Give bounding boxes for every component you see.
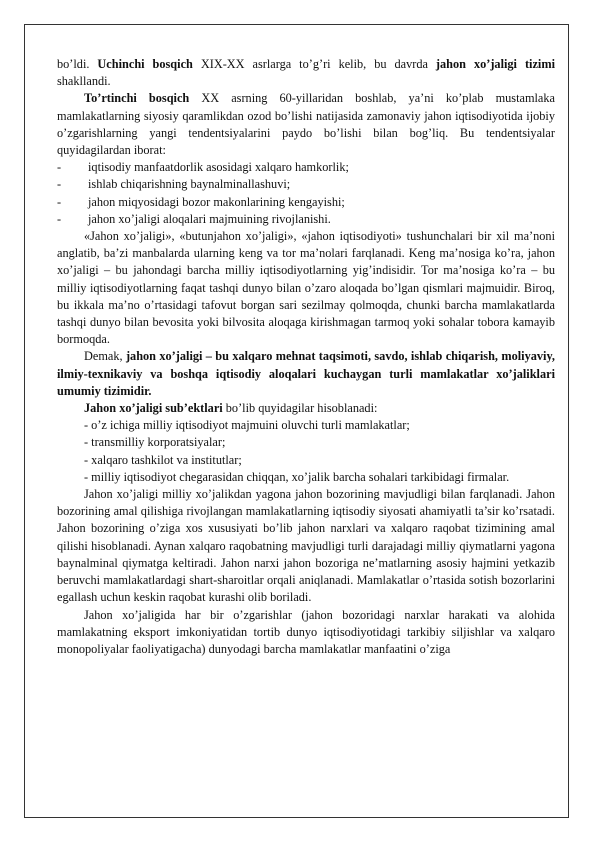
- paragraph-conclusion: [57, 348, 555, 400]
- list-item: - transmilliy korporatsiyalar;: [84, 435, 226, 450]
- list-item: [57, 159, 555, 176]
- text: bo’ldi.: [57, 57, 98, 71]
- bold-term: jahon xo’jaligi tizimi: [435, 57, 555, 71]
- list-dash: -: [57, 160, 62, 175]
- document-body: [57, 56, 555, 658]
- list-item: [57, 194, 555, 211]
- bold-term: Jahon xo’jaligi sub’ektlari: [84, 401, 223, 416]
- list-item: - milliy iqtisodiyot chegarasidan chiqqan, xo’jalik barcha sohalari tarkibidagi firmalar.: [84, 469, 510, 484]
- list-item-text: jahon miqyosidagi bozor makonlarining kengayishi;: [88, 194, 345, 209]
- text: XIX-XX asrlarga to’g’ri kelib, bu davrda: [192, 57, 436, 71]
- list-item: - o’z ichiga milliy iqtisodiyot majmuini oluvchi turli mamlakatlar;: [84, 418, 410, 433]
- paragraph-third-stage: [57, 56, 555, 90]
- list-dash: -: [57, 177, 62, 192]
- list-item-text: jahon xo’jaligi aloqalari majmuining rivojlanishi.: [88, 211, 331, 226]
- list-dash: -: [57, 194, 62, 209]
- list-item: - xalqaro tashkilot va institutlar;: [84, 452, 242, 467]
- list-item: [57, 176, 555, 193]
- list-item-text: ishlab chiqarishning baynalminallashuvi;: [88, 177, 291, 192]
- text: XX asrning 60-yillaridan boshlab, ya’ni ko’plab mustamlaka mamlakatlarning siyosiy qaramlikdan ozod bo’lishi natijasida zamonaviy jahon iqtisodiyotida ijobiy o’zgarishlarning yangi tendentsiyalarini paydo bo’lishi bilan bog’liq. Bu tendentsiyalar quyidagilardan iborat:: [57, 91, 555, 158]
- text: bo’lib quyidagilar hisoblanadi:: [222, 401, 378, 416]
- list-item: [57, 211, 555, 228]
- list-dash: -: [57, 211, 62, 226]
- text: shakllandi.: [57, 74, 111, 89]
- bold-term: Uchinchi bosqich: [97, 57, 193, 71]
- paragraph-fourth-stage: [57, 90, 555, 159]
- paragraph-changes: Jahon xo’jaligida har bir o’zgarishlar (jahon bozoridagi narxlar harakati va alohida mamlakatning eksport imkoniyatidan tortib dunyo iqtisodiyotidagi tarkibiy siljishlar va xalqaro monopoliyalar faoliyatigacha) dunyodagi barcha mamlakatlar manfaatini o’ziga: [57, 607, 555, 656]
- text: Demak,: [84, 349, 126, 364]
- bold-term: To’rtinchi bosqich: [84, 91, 190, 106]
- bold-definition: jahon xo’jaligi – bu xalqaro mehnat taqsimoti, savdo, ishlab chiqarish, moliyaviy, ilmiy-texnikaviy va boshqa iqtisodiy aloqalari kuchaygan turli mamlakatlar xo’jaliklari umumiy tizimidir.: [57, 349, 555, 398]
- paragraph-world-market: Jahon xo’jaligi milliy xo’jalikdan yagona jahon bozorining mavjudligi bilan farqlanadi. Jahon bozorining amal qilishiga rivojlangan mamlakatlarning iqtisodiy siyosati ahamiyatli ta’sir ko’rsatadi. Jahon bozorining o’ziga xos xususiyati bo’lib jahon narxlari va xalqaro raqobat tizimining amal qilishi hisoblanadi. Aynan xalqaro raqobatning mavjudligi turli darajadagi milliy qiymatlarni yagona baynalminal qiymatga keltiradi. Jahon narxi jahon bozoriga ne’matlarning asosiy hajmini yetkazib beruvchi mamlakatlardagi shart-sharoitlar orqali aniqlanadi. Mamlakatlar o’rtasida sotish bozorlarini egallash uchun keskin raqobat kurashi olib boriladi.: [57, 487, 555, 605]
- paragraph-subjects: [57, 400, 555, 417]
- list-item-text: iqtisodiy manfaatdorlik asosidagi xalqaro hamkorlik;: [88, 160, 349, 175]
- paragraph-definitions: «Jahon xo’jaligi», «butunjahon xo’jaligi», «jahon iqtisodiyoti» tushunchalari bir xil ma’noni anglatib, ba’zi manbalarda ularning keng va tor ma’nolari farqlanadi. Keng ma’nosiga ko’ra, jahon xo’jaligi – bu jahondagi barcha milliy iqtisodiyotlarning yig’indisidir. Tor ma’nosiga ko’ra – bu milliy iqtisodiyotlarning faqat tashqi dunyo bilan o’zaro aloqada bo’lgan qismlari majmuidir. Biroq, bu ikkala ma’no o’rtasidagi tafovut borgan sari sezilmay qolmoqda, chunki barcha mamlakatlarda tashqi dunyo bilan bevosita yoki bilvosita aloqaga kirishmagan tarmoq yoki sohalar tobora kamayib bormoqda.: [57, 229, 555, 347]
